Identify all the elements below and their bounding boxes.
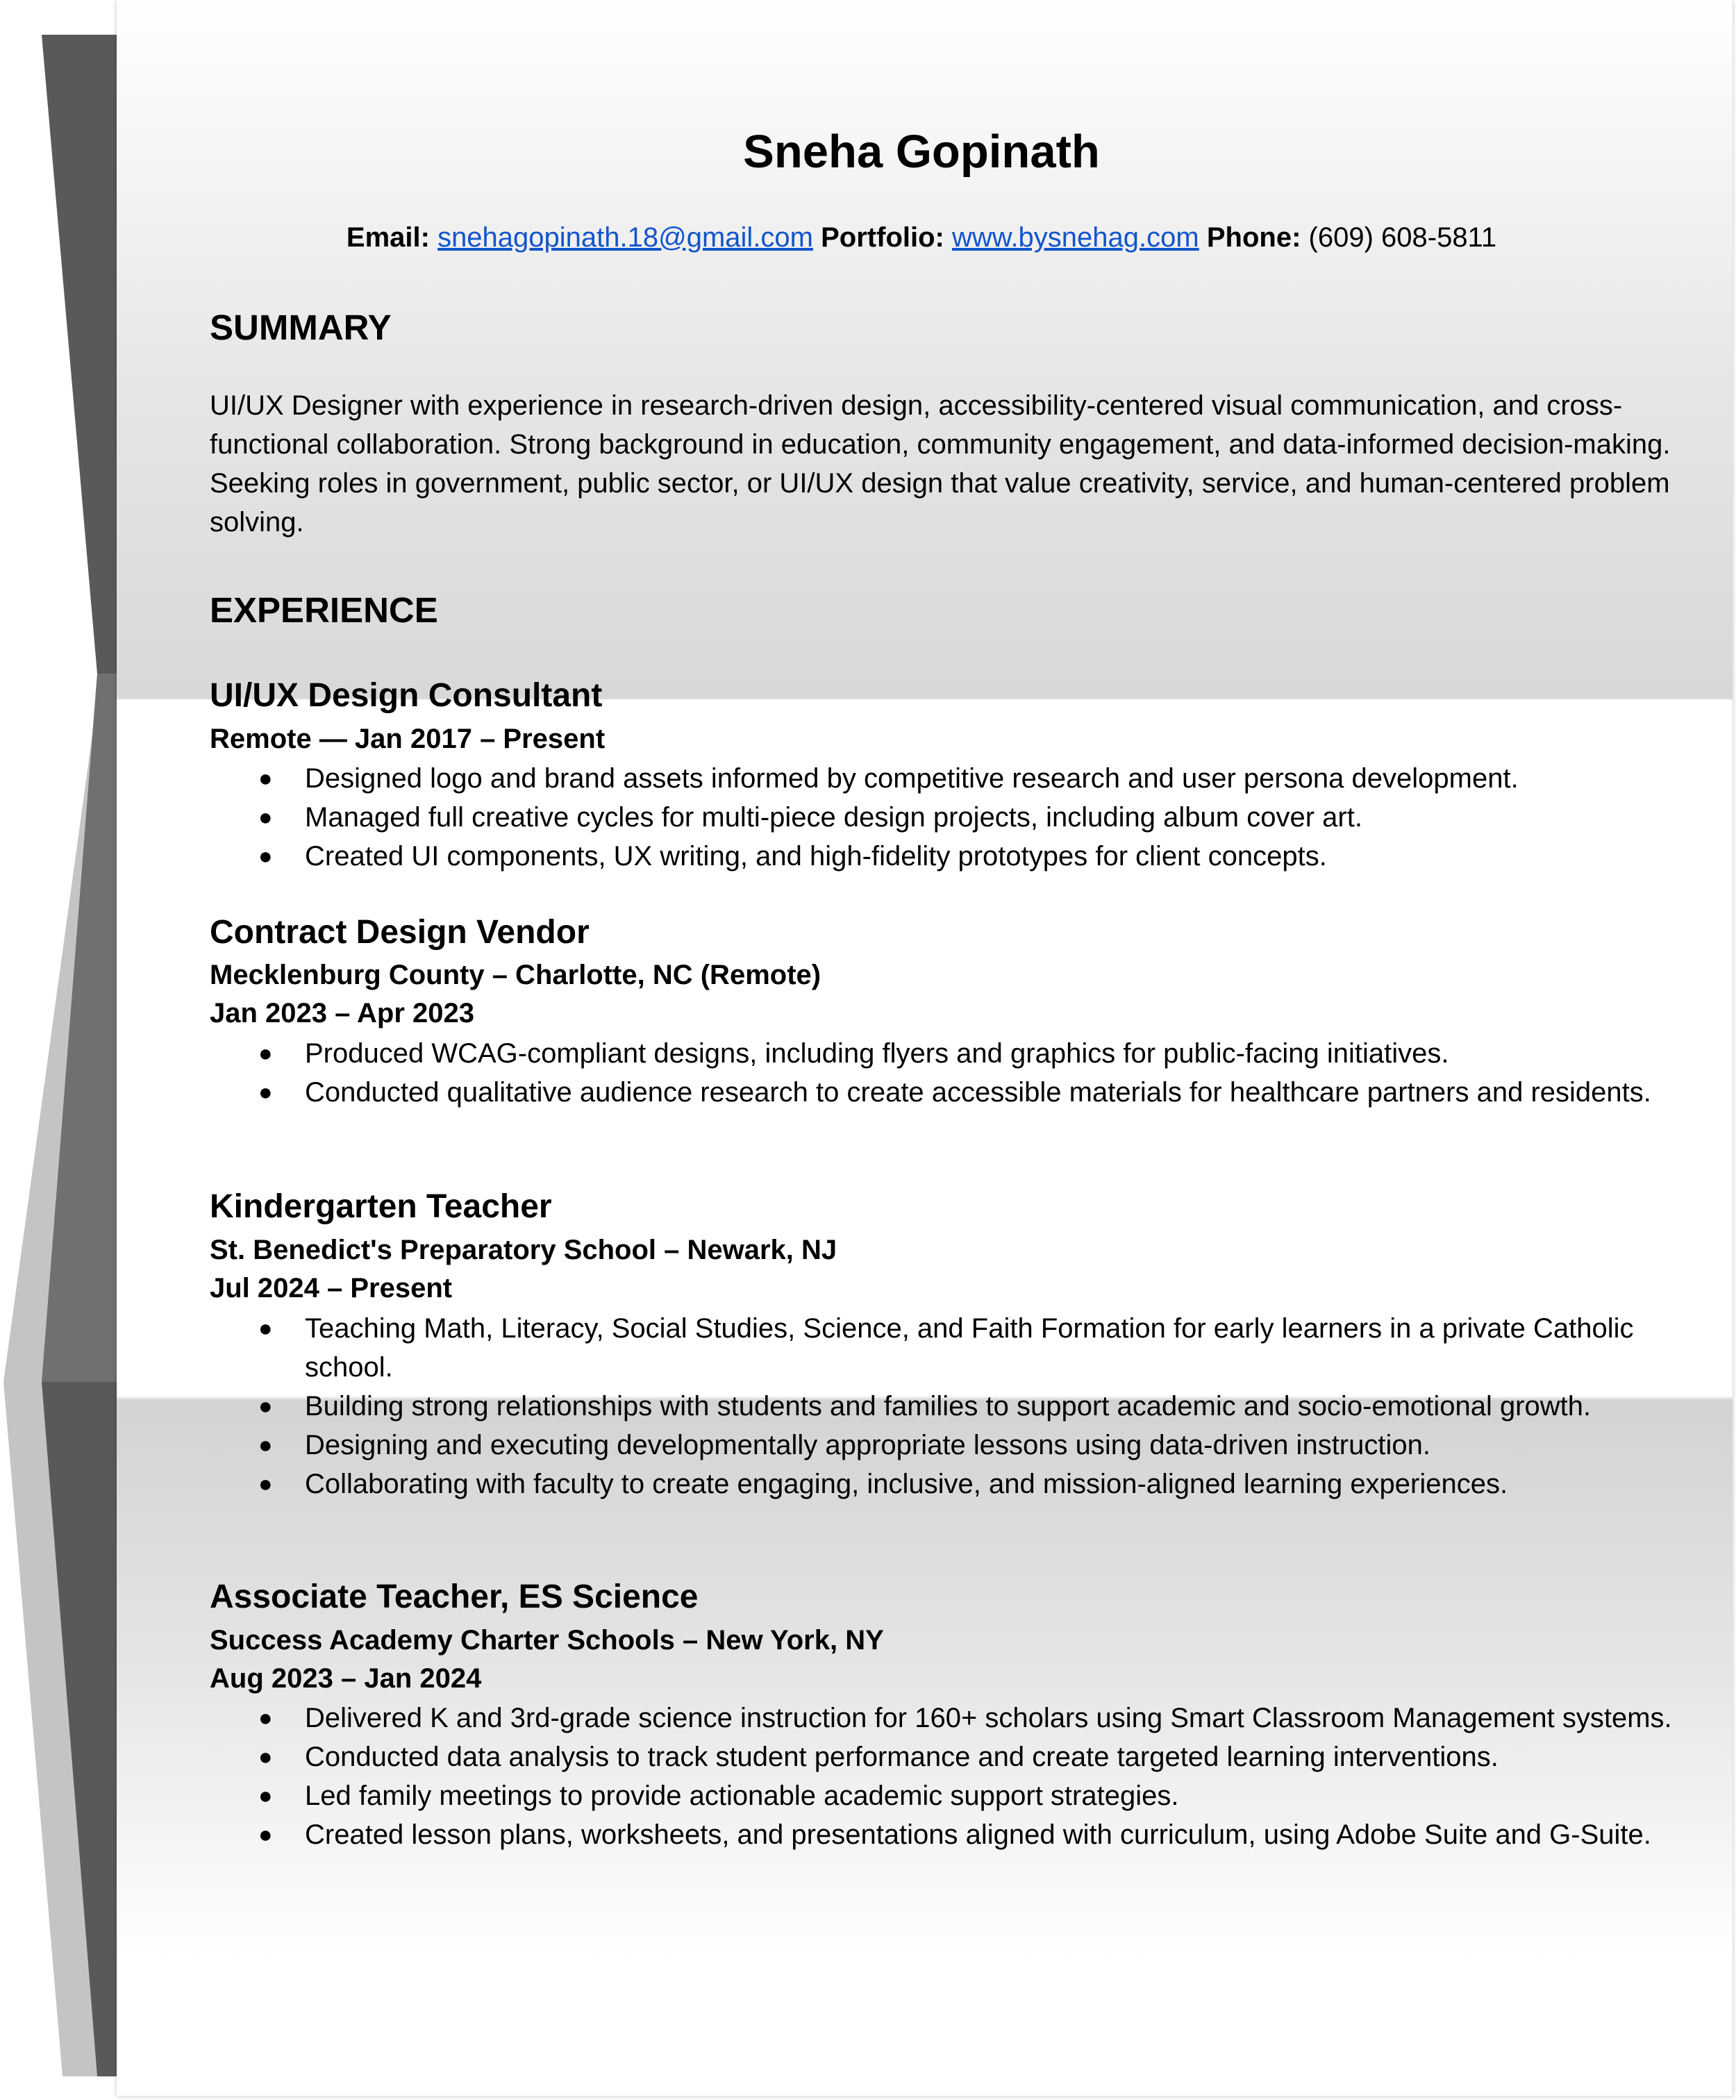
job-bullets	[210, 1699, 1696, 1854]
job-title: Kindergarten Teacher	[210, 1188, 552, 1225]
email-link[interactable]: snehagopinath.18@gmail.com	[437, 222, 813, 253]
bullet-icon: ●	[258, 1393, 273, 1419]
job-location-dates: Remote — Jan 2017 – Present	[210, 724, 606, 754]
list-item: ● Conducted qualitative audience research to create accessible materials for healthcare partners and residents.	[210, 1073, 1696, 1112]
portfolio-label: Portfolio:	[821, 222, 944, 253]
list-item: ● Managed full creative cycles for multi-piece design projects, including album cover art.	[210, 798, 1696, 837]
job-bullets	[210, 1309, 1696, 1503]
bullet-icon: ●	[258, 1705, 273, 1731]
job-dates: Jan 2023 – Apr 2023	[210, 998, 474, 1028]
list-item: ● Created lesson plans, worksheets, and presentations aligned with curriculum, using Adobe Suite and G-Suite.	[210, 1815, 1696, 1854]
job-dates: Jul 2024 – Present	[210, 1273, 453, 1303]
bullet-icon: ●	[258, 1783, 273, 1809]
bullet-icon: ●	[258, 804, 273, 831]
list-item: ● Designed logo and brand assets informed by competitive research and user persona development.	[210, 759, 1696, 798]
list-item: ● Led family meetings to provide actionable academic support strategies.	[210, 1776, 1696, 1815]
job-organization: Mecklenburg County – Charlotte, NC (Remote)	[210, 960, 821, 990]
list-item: ● Teaching Math, Literacy, Social Studies, Science, and Faith Formation for early learners in a private Catholic school.	[210, 1309, 1696, 1387]
bullet-icon: ●	[258, 1471, 273, 1497]
contact-line	[210, 222, 1633, 253]
summary-text: UI/UX Designer with experience in research-driven design, accessibility-centered visual communication, and cross-functional collaboration. Strong background in education, community engagement, and data-informed decision-making. Seeking roles in government, public sector, or UI/UX design that value creativity, service, and human-centered problem solving.	[210, 390, 1671, 538]
bullet-icon: ●	[258, 1079, 273, 1106]
job-organization: Success Academy Charter Schools – New York, NY	[210, 1625, 884, 1656]
email-label: Email:	[346, 222, 430, 253]
experience-heading: EXPERIENCE	[210, 590, 438, 630]
job-bullets	[210, 759, 1696, 876]
job-title: Contract Design Vendor	[210, 914, 590, 951]
bullet-icon: ●	[258, 1744, 273, 1770]
bullet-icon: ●	[258, 843, 273, 869]
list-item: ● Conducted data analysis to track student performance and create targeted learning interventions.	[210, 1738, 1696, 1776]
bullet-icon: ●	[258, 1822, 273, 1848]
bullet-icon: ●	[258, 1432, 273, 1458]
candidate-name: Sneha Gopinath	[743, 126, 1100, 178]
job-bullets	[210, 1034, 1696, 1112]
resume-page	[117, 0, 1733, 2096]
list-item: ● Collaborating with faculty to create engaging, inclusive, and mission-aligned learning experiences.	[210, 1465, 1696, 1503]
list-item: ● Delivered K and 3rd-grade science instruction for 160+ scholars using Smart Classroom Management systems.	[210, 1699, 1696, 1738]
portfolio-link[interactable]: www.bysnehag.com	[951, 222, 1199, 253]
page-stack-decoration	[0, 0, 125, 2100]
job-title: Associate Teacher, ES Science	[210, 1578, 699, 1615]
list-item: ● Building strong relationships with students and families to support academic and socio-emotional growth.	[210, 1387, 1696, 1426]
list-item: ● Created UI components, UX writing, and high-fidelity prototypes for client concepts.	[210, 837, 1696, 876]
bullet-icon: ●	[258, 1315, 273, 1342]
phone-label: Phone:	[1206, 222, 1301, 253]
job-title: UI/UX Design Consultant	[210, 677, 603, 714]
job-organization: St. Benedict's Preparatory School – Newark, NJ	[210, 1235, 837, 1265]
job-dates: Aug 2023 – Jan 2024	[210, 1663, 482, 1694]
bullet-icon: ●	[258, 765, 273, 792]
list-item: ● Produced WCAG-compliant designs, including flyers and graphics for public-facing initiatives.	[210, 1034, 1696, 1073]
list-item: ● Designing and executing developmentally appropriate lessons using data-driven instruction.	[210, 1426, 1696, 1465]
bullet-icon: ●	[258, 1040, 273, 1067]
summary-heading: SUMMARY	[210, 308, 392, 347]
phone-number: (609) 608-5811	[1308, 222, 1497, 253]
